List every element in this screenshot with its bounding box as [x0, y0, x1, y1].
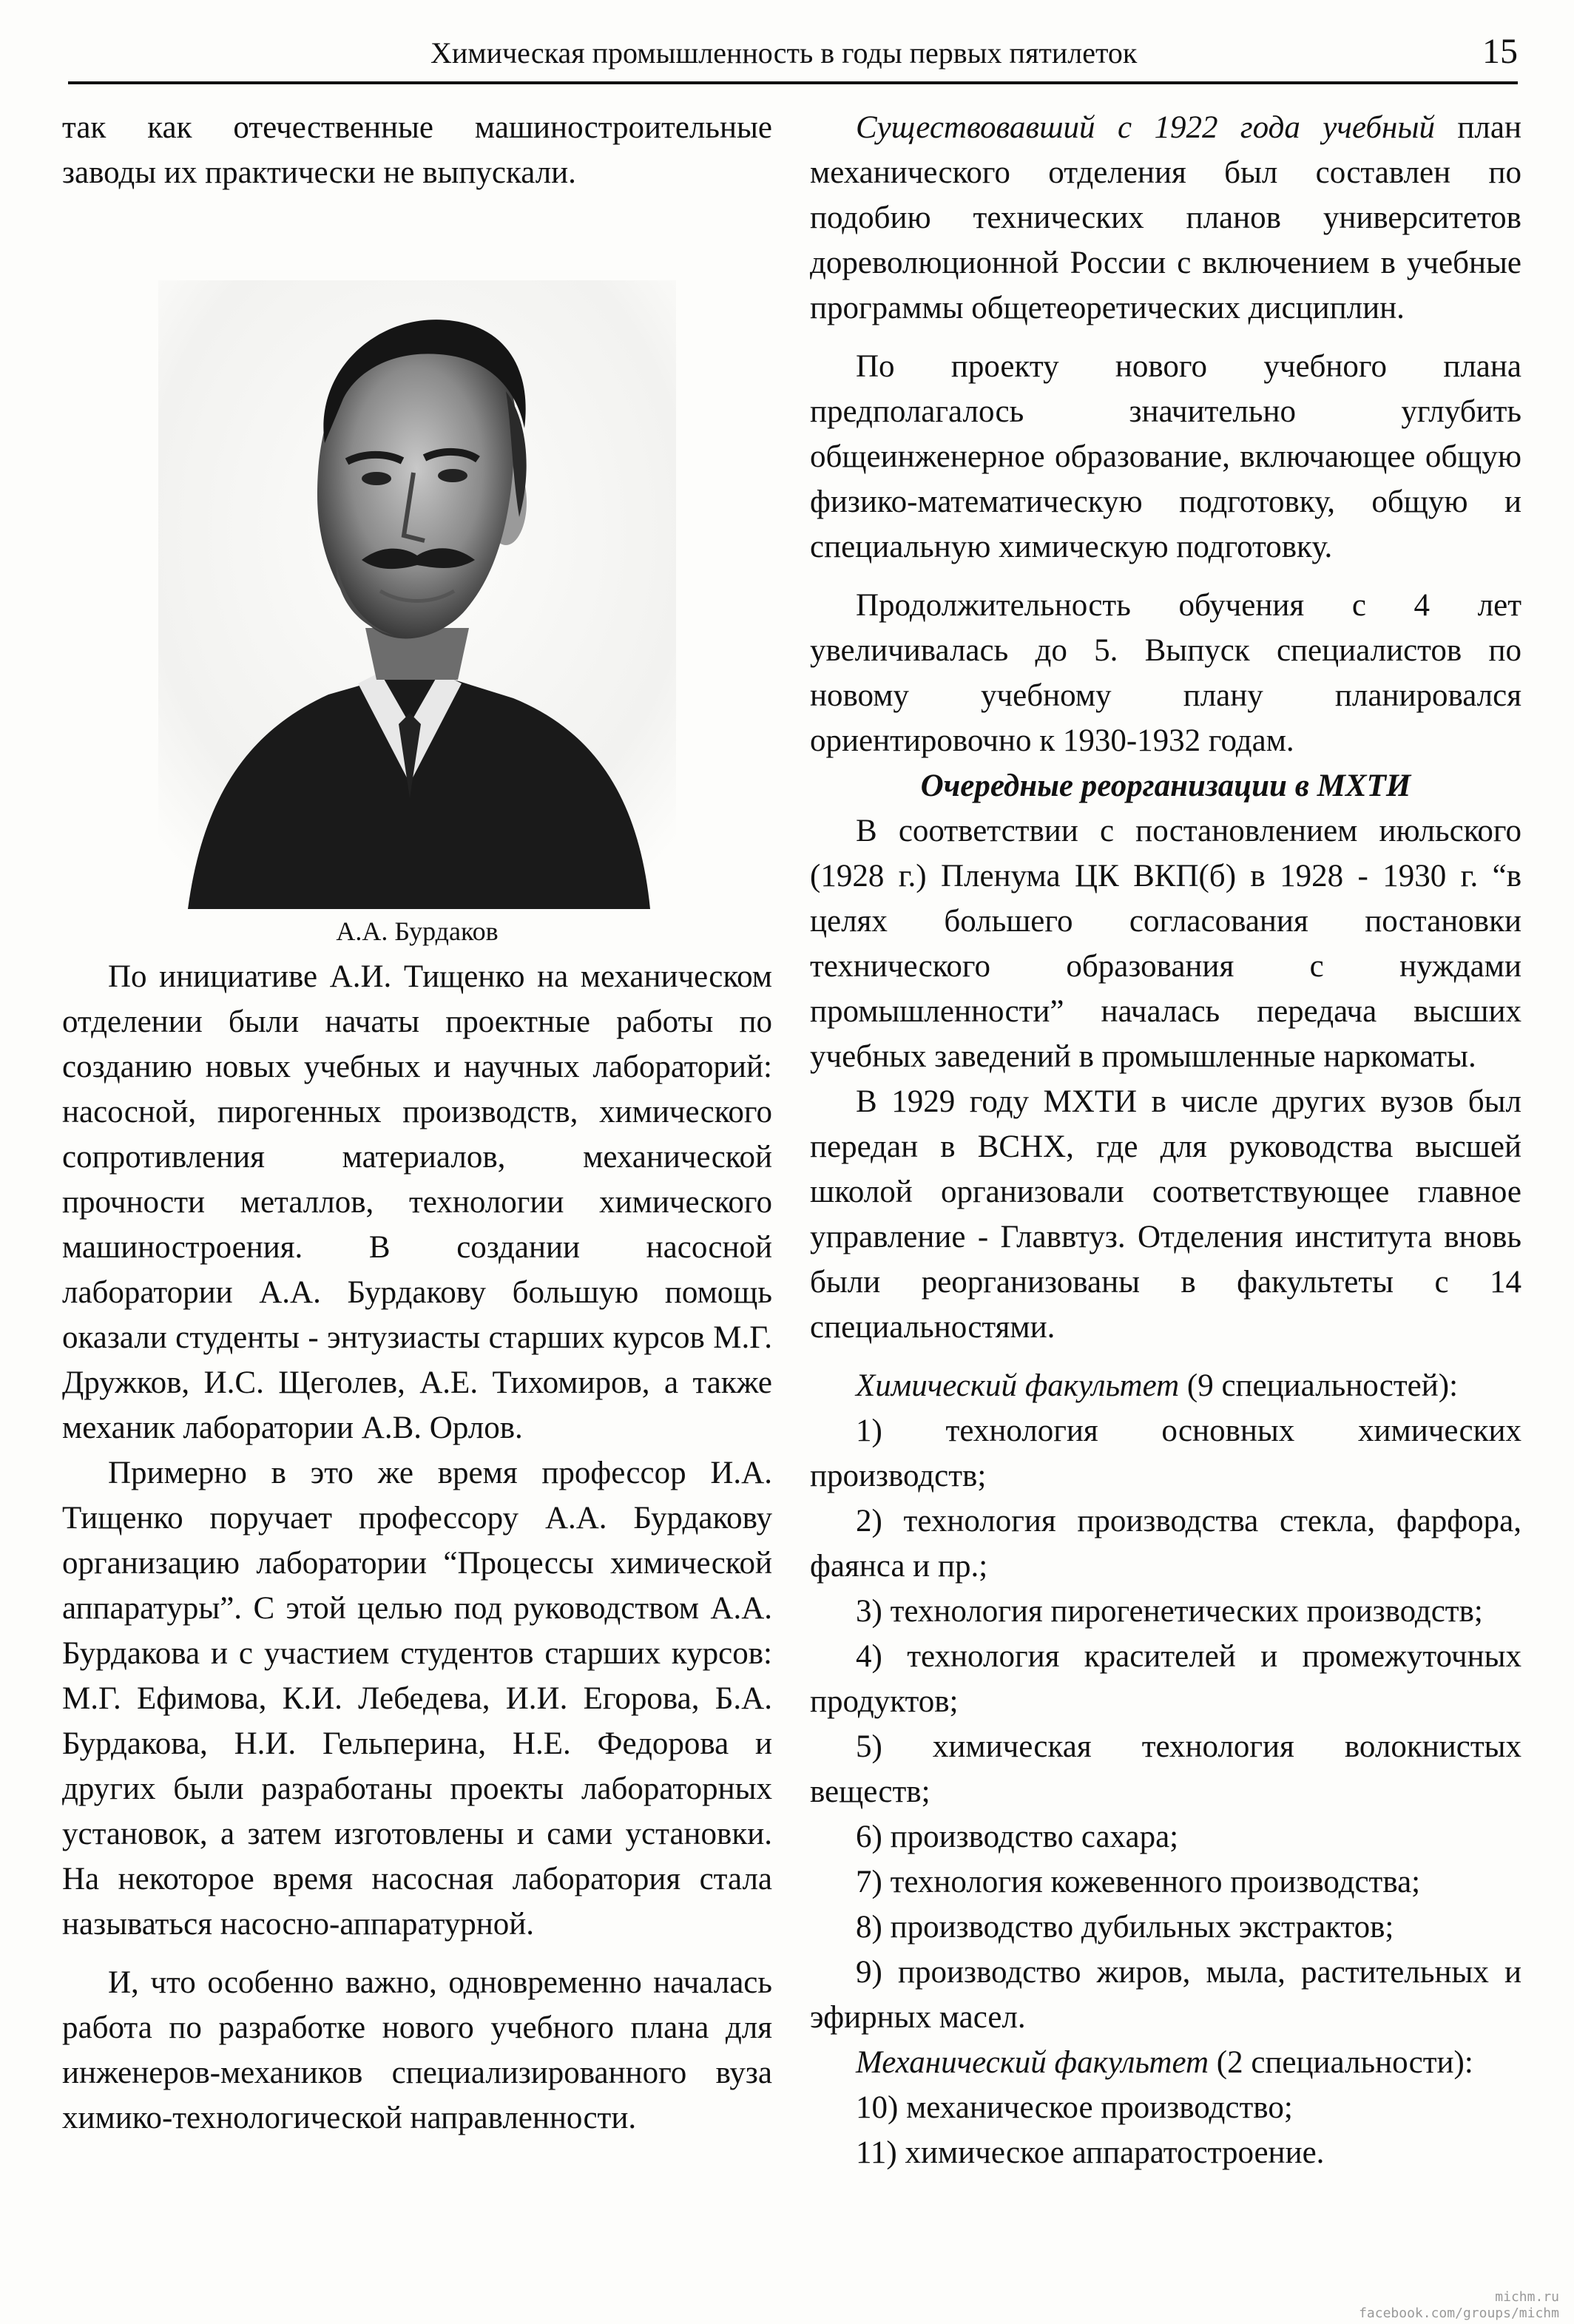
list-item: 3) технология пирогенетических производств; [856, 1594, 1483, 1629]
intro-paragraph: так как отечественные машиностроительные заводы их практически не выпускали. [62, 110, 772, 190]
chem-faculty-count: (9 специальностей): [1179, 1368, 1459, 1403]
italic-lead: Существовавший с 1922 года учебный [856, 110, 1435, 145]
portrait-image [158, 280, 676, 909]
watermark [1359, 2289, 1559, 2322]
paragraph-gap [810, 570, 1521, 583]
section-subheading: Очередные реорганизации в МХТИ [920, 769, 1411, 803]
left-paragraph-1: По инициативе А.И. Тищенко на механическом отделении были начаты проектные работы по созданию новых учебных и научных лабораторий: насосной, пирогенных производств, химического сопротивления материалов, механической прочности металлов, технологии химического машиностроения. В создании насосной лаборатории А.А. Бурдакову большую помощь оказали студенты - энтузиасты старших курсов М.Г. Дружков, И.С. Щеголев, А.Е. Тихомиров, а также механик лаборатории А.В. Орлов. [62, 959, 772, 1445]
watermark-site: michm.ru [1495, 2289, 1559, 2305]
left-column [62, 105, 772, 2141]
right-paragraph-2: По проекту нового учебного плана предполагалось значительно углубить общеинженерное образование, включающее общую физико-математическую подготовку, общую и специальную химическую подготовку. [810, 349, 1521, 564]
right-column [810, 105, 1521, 2175]
mech-faculty-name: Механический факультет [856, 2045, 1209, 2080]
list-item: 8) производство дубильных экстрактов; [856, 1910, 1394, 1945]
list-item: 11) химическое аппаратостроение. [856, 2135, 1325, 2170]
list-item: 1) технология основных химических производств; [810, 1413, 1521, 1493]
list-item: 9) производство жиров, мыла, растительных и эфирных масел. [810, 1955, 1521, 2035]
list-item: 5) химическая технология волокнистых веществ; [810, 1729, 1521, 1809]
running-header [68, 31, 1518, 84]
paragraph-gap [810, 1350, 1521, 1363]
paragraph-gap [62, 1947, 772, 1960]
portrait-photo [158, 280, 676, 909]
right-paragraph-1 [810, 105, 1521, 331]
right-paragraph-4: В соответствии с постановлением июльского (1928 г.) Пленума ЦК ВКП(б) в 1928 - 1930 г. “в целях большего согласования постановки технического образования с нуждами промышленности” началась передача высших учебных заведений в промышленные наркоматы. [810, 814, 1521, 1074]
photo-caption: А.А. Бурдаков [336, 916, 499, 946]
watermark-group: facebook.com/groups/michm [1359, 2306, 1559, 2321]
chem-faculty-heading [810, 1363, 1521, 1408]
right-paragraph-5: В 1929 году МХТИ в числе других вузов был передан в ВСНХ, где для руководства высшей школой организовали соответствующее главное управление - Главвтуз. Отделения института вновь были реорганизованы в факультеты с 14 специальностями. [810, 1084, 1521, 1345]
list-item: 7) технология кожевенного производства; [856, 1865, 1421, 1899]
list-item: 10) механическое производство; [856, 2090, 1293, 2125]
chem-faculty-name: Химический факультет [856, 1368, 1180, 1403]
left-paragraph-2: Примерно в это же время профессор И.А. Тищенко поручает профессору А.А. Бурдакову организацию лаборатории “Процессы химической аппаратуры”. С этой целью под руководством А.А. Бурдакова и с участием студентов старших курсов: М.Г. Ефимова, К.И. Лебедева, И.И. Егорова, Б.А. Бурдакова, Н.И. Гельперина, Н.Е. Федорова и других были разработаны проекты лабораторных установок, а затем изготовлены и сами установки. На некоторое время насосная лаборатория стала называться насосно-аппаратурной. [62, 1456, 772, 1942]
mech-faculty-heading [810, 2040, 1521, 2085]
list-item: 6) производство сахара; [856, 1820, 1179, 1854]
right-paragraph-3: Продолжительность обучения с 4 лет увеличивалась до 5. Выпуск специалистов по новому учебному плану планировался ориентировочно к 1930-1932 годам. [810, 588, 1521, 758]
list-item: 4) технология красителей и промежуточных продуктов; [810, 1639, 1521, 1719]
left-paragraph-3: И, что особенно важно, одновременно началась работа по разработке нового учебного плана для инженеров-механиков специализированного вуза химико-технологической направленности. [62, 1965, 772, 2135]
paragraph-gap [810, 331, 1521, 344]
page-number: 15 [1482, 32, 1518, 71]
list-item: 2) технология производства стекла, фарфора, фаянса и пр.; [810, 1504, 1521, 1584]
right-paragraph-1-text: план механического отделения был составлен по подобию технических планов университетов дореволюционной России с включением в учебные программы общетеоретических дисциплин. [810, 110, 1521, 325]
running-title: Химическая промышленность в годы первых пятилеток [430, 36, 1138, 70]
mech-faculty-count: (2 специальности): [1209, 2045, 1473, 2080]
